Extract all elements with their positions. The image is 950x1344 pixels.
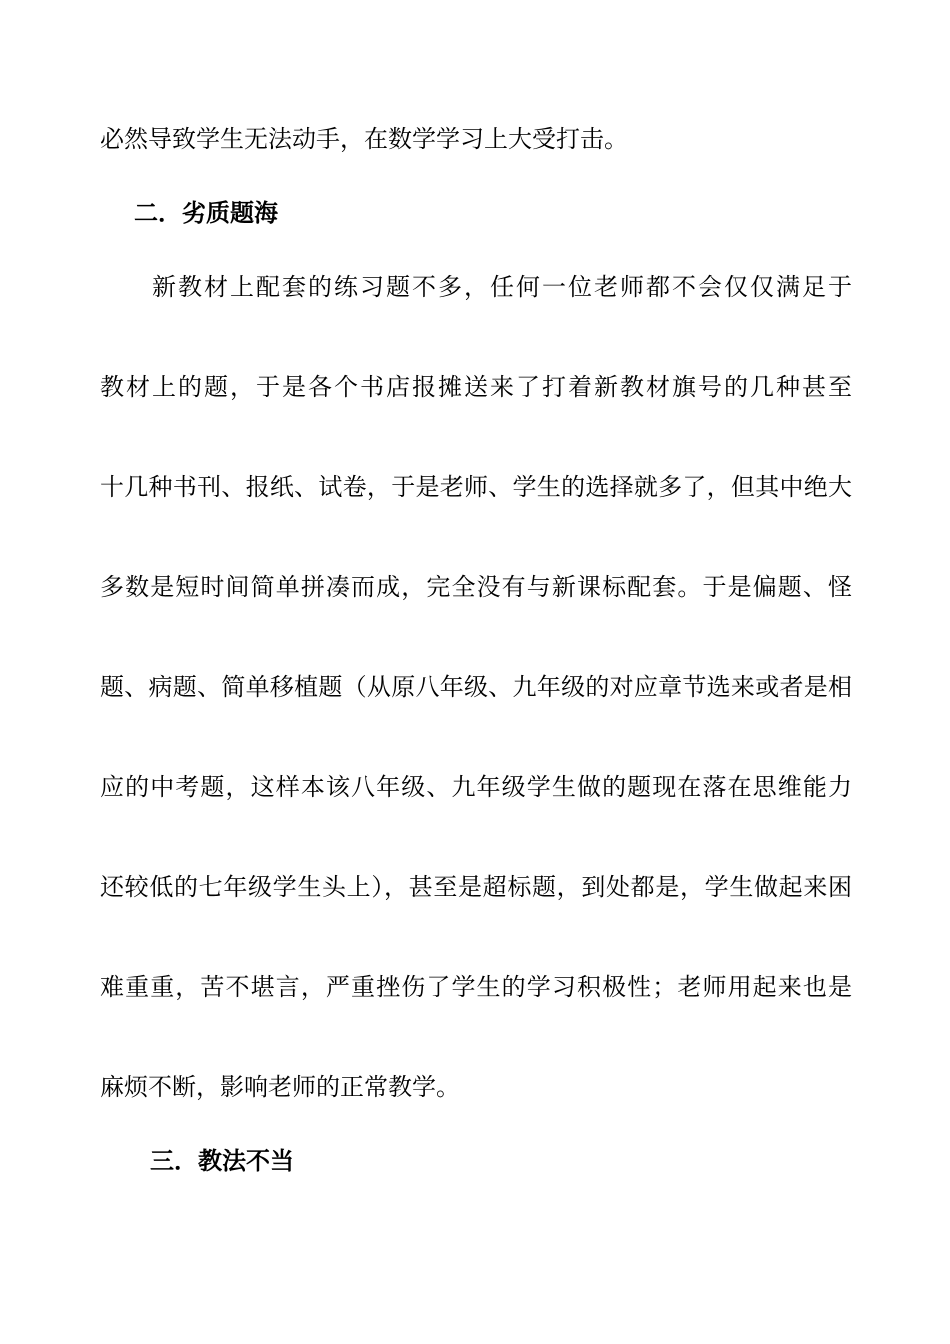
paragraph-line: 十几种书刊、报纸、试卷，于是老师、学生的选择就多了，但其中绝大 [100,473,852,501]
paragraph-line: 麻烦不断，影响老师的正常教学。 [100,1073,460,1101]
paragraph-line-intro: 必然导致学生无法动手，在数学学习上大受打击。 [100,125,628,153]
paragraph-line: 多数是短时间简单拼凑而成，完全没有与新课标配套。于是偏题、怪 [100,573,852,601]
paragraph-line: 应的中考题，这样本该八年级、九年级学生做的题现在落在思维能力 [100,773,852,801]
paragraph-line: 新教材上配套的练习题不多，任何一位老师都不会仅仅满足于 [152,273,852,301]
paragraph-line: 还较低的七年级学生头上），甚至是超标题，到处都是，学生做起来困 [100,873,852,901]
paragraph-line: 题、病题、简单移植题（从原八年级、九年级的对应章节选来或者是相 [100,673,852,701]
paragraph-line: 难重重，苦不堪言，严重挫伤了学生的学习积极性；老师用起来也是 [100,973,852,1001]
section-heading-3: 三．教法不当 [150,1147,294,1175]
paragraph-line: 教材上的题，于是各个书店报摊送来了打着新教材旗号的几种甚至 [100,373,852,401]
section-heading-2: 二．劣质题海 [134,199,278,227]
